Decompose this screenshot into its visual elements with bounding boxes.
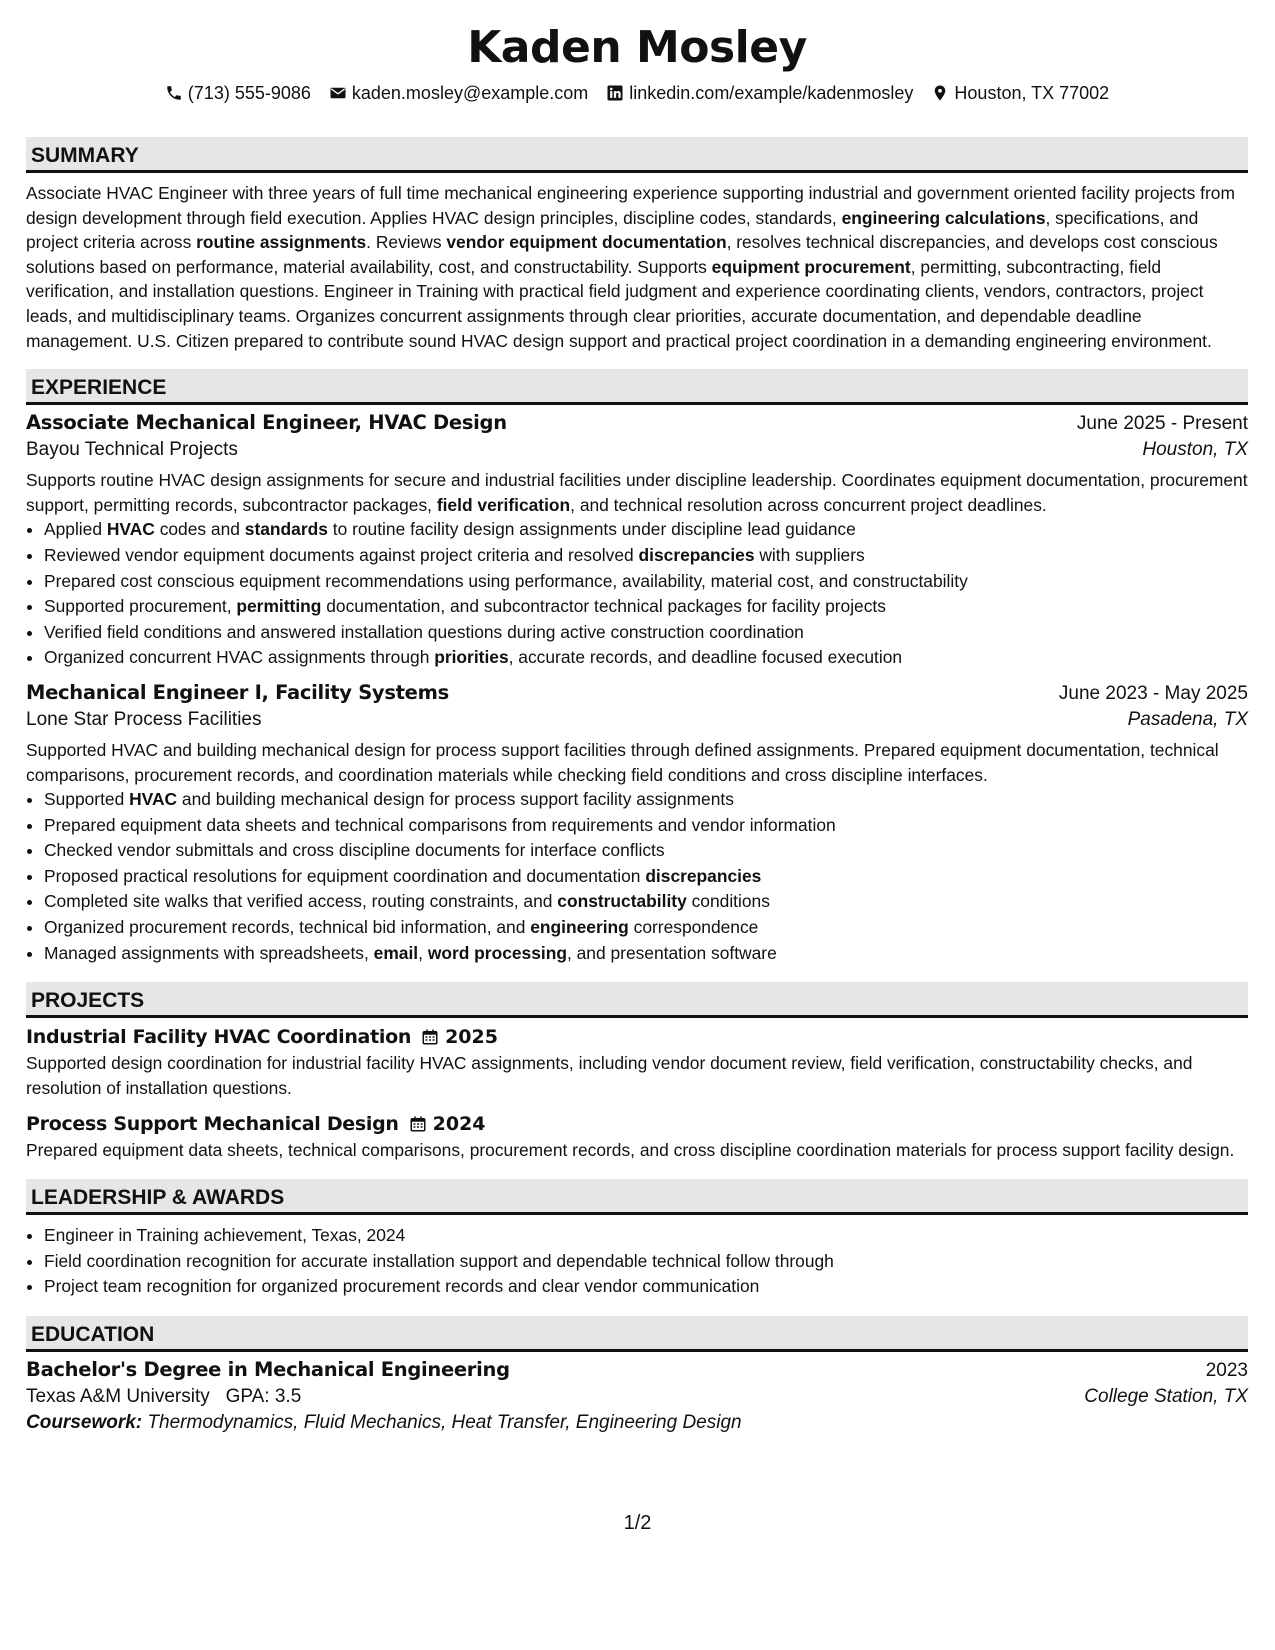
summary-part: . Reviews [366,232,447,253]
linkedin-link[interactable]: linkedin.com/example/kadenmosley [629,82,914,103]
coursework-label: Coursework: [26,1411,143,1433]
project-title: Process Support Mechanical Design [26,1113,399,1136]
project-year: 2025 [445,1026,498,1049]
job-bullet: • Supported HVAC and building mechanical design for process support facility assignments [44,787,1248,813]
calendar-icon [421,1028,439,1046]
job-entry [26,681,1248,966]
leadership-item: • Field coordination recognition for accurate installation support and dependable technical follow through [44,1249,1248,1275]
job-location: Pasadena, TX [1127,708,1248,730]
project-title-row [26,1113,1248,1135]
job-title: Associate Mechanical Engineer, HVAC Design [26,411,507,435]
phone-icon [165,84,183,102]
job-bullet: • Completed site walks that verified access, routing constraints, and constructability conditions [44,889,1248,915]
job-dates: June 2025 - Present [1076,413,1248,435]
linkedin-icon [606,84,624,102]
calendar-icon [409,1115,427,1133]
job-bullets [26,787,1248,966]
job-bullet: • Prepared cost conscious equipment recommendations using performance, availability, material cost, and constructability [44,569,1248,595]
summary-part: , permitting, subcontracting, field verification, and installation questions. Engineer in Training with practical field judgment and experience coordinating clients, vendors, contractors, project leads, and multidisciplinary teams. Organizes concurrent assignments through clear priorities, accurate documentation, and dependable deadline management. U.S. Citizen prepared to contribute sound HVAC design support and practical project coordination in a demanding engineering environment. [26,256,1212,351]
job-company: Bayou Technical Projects [26,439,238,461]
map-pin-icon [931,84,949,102]
job-entry [26,411,1248,671]
job-bullet: • Supported procurement, permitting documentation, and subcontractor technical packages for facility projects [44,594,1248,620]
contact-bar [26,80,1248,106]
education-gpa: GPA: 3.5 [225,1385,302,1407]
project-year: 2024 [432,1113,486,1136]
education-school-line [26,1386,301,1408]
job-bullet: • Verified field conditions and answered installation questions during active construction coordination [44,620,1248,646]
section-header-projects: PROJECTS [26,982,1248,1018]
project-description: Prepared equipment data sheets, technical comparisons, procurement records, and cross discipline coordination materials for process support facility design. [26,1140,1235,1161]
project-title-row [26,1026,1248,1048]
leadership-item: • Engineer in Training achievement, Texas, 2024 [44,1223,1248,1249]
contact-location [931,83,1109,104]
job-desc-bold: field verification [436,494,571,515]
summary-part: , specifications, and project criteria across [26,207,1199,253]
job-title: Mechanical Engineer I, Facility Systems [26,680,449,704]
education-coursework [26,1412,1248,1434]
job-bullet: • Organized procurement records, technical bid information, and engineering correspondence [44,915,1248,941]
job-bullets [26,517,1248,671]
project-entry [26,1026,1248,1100]
job-company-row [26,709,1248,731]
job-bullet: • Organized concurrent HVAC assignments through priorities, accurate records, and deadline focused execution [44,645,1248,671]
coursework-list: Thermodynamics, Fluid Mechanics, Heat Transfer, Engineering Design [147,1411,742,1433]
summary-part: Associate HVAC Engineer with three years of full time mechanical engineering experience supporting industrial and government oriented facility projects from design development through field execution. Applies HVAC design principles, discipline codes, standards, [26,183,1235,228]
phone-text: (713) 555-9086 [187,82,311,103]
project-description: Supported design coordination for industrial facility HVAC assignments, including vendor document review, field verification, constructability checks, and resolution of installation questions. [26,1053,1193,1098]
job-bullet: • Checked vendor submittals and cross discipline documents for interface conflicts [44,838,1248,864]
page-number: 1/2 [623,1512,652,1534]
job-location: Houston, TX [1142,439,1248,461]
education-degree: Bachelor's Degree in Mechanical Engineering [26,1357,510,1381]
job-bullet: • Managed assignments with spreadsheets, email, word processing, and presentation software [44,941,1248,967]
section-header-education: EDUCATION [26,1316,1248,1352]
envelope-icon [329,84,347,102]
job-description [26,468,1248,517]
education-year: 2023 [1205,1359,1248,1381]
project-entry [26,1113,1248,1163]
job-description: Supported HVAC and building mechanical design for process support facilities through defined assignments. Prepared equipment documentation, technical comparisons, procurement records, and coordination materials while checking field conditions and cross discipline interfaces. [26,739,1219,785]
education-school: Texas A&M University [26,1385,210,1407]
job-bullet: • Applied HVAC codes and standards to routine facility design assignments under discipline lead guidance [44,517,1248,543]
contact-linkedin[interactable] [606,83,913,104]
job-title-row [26,411,1248,435]
summary-text [26,181,1248,353]
summary-bold: vendor equipment documentation [446,232,727,253]
job-bullet: • Reviewed vendor equipment documents against project criteria and resolved discrepancies with suppliers [44,543,1248,569]
job-dates: June 2023 - May 2025 [1058,682,1248,704]
section-header-leadership: LEADERSHIP & AWARDS [26,1179,1248,1215]
section-header-experience: EXPERIENCE [26,369,1248,405]
job-desc-part: Supports routine HVAC design assignments for secure and industrial facilities under discipline leadership. Coordinates equipment documentation, procurement support, permitting records, subcontractor packages, [26,470,1248,515]
leadership-item: • Project team recognition for organized procurement records and clear vendor communication [44,1274,1248,1300]
project-title: Industrial Facility HVAC Coordination [26,1026,412,1049]
summary-bold: routine assignments [196,232,367,253]
job-company: Lone Star Process Facilities [26,708,262,730]
job-bullet: • Proposed practical resolutions for equipment coordination and documentation discrepancies [44,864,1248,890]
candidate-name: Kaden Mosley [467,22,807,73]
job-company-row [26,439,1248,461]
job-bullet: • Prepared equipment data sheets and technical comparisons from requirements and vendor information [44,813,1248,839]
education-degree-row [26,1358,1248,1382]
education-location: College Station, TX [1084,1385,1248,1407]
summary-bold: engineering calculations [841,207,1046,228]
summary-bold: equipment procurement [711,256,911,277]
resume-page [26,0,1248,1434]
email-link[interactable]: kaden.mosley@example.com [351,82,589,103]
job-desc-part: , and technical resolution across concurrent project deadlines. [570,494,1047,515]
location-text: Houston, TX 77002 [954,82,1110,103]
contact-email[interactable] [329,83,588,104]
section-header-summary: SUMMARY [26,137,1248,173]
education-entry [26,1358,1248,1434]
contact-phone [165,83,311,104]
job-title-row [26,681,1248,705]
summary-part: , resolves technical discrepancies, and develops cost conscious solutions based on performance, material availability, cost, and constructability. Supports [26,232,1218,277]
leadership-list [26,1223,1248,1300]
education-school-row [26,1386,1248,1408]
